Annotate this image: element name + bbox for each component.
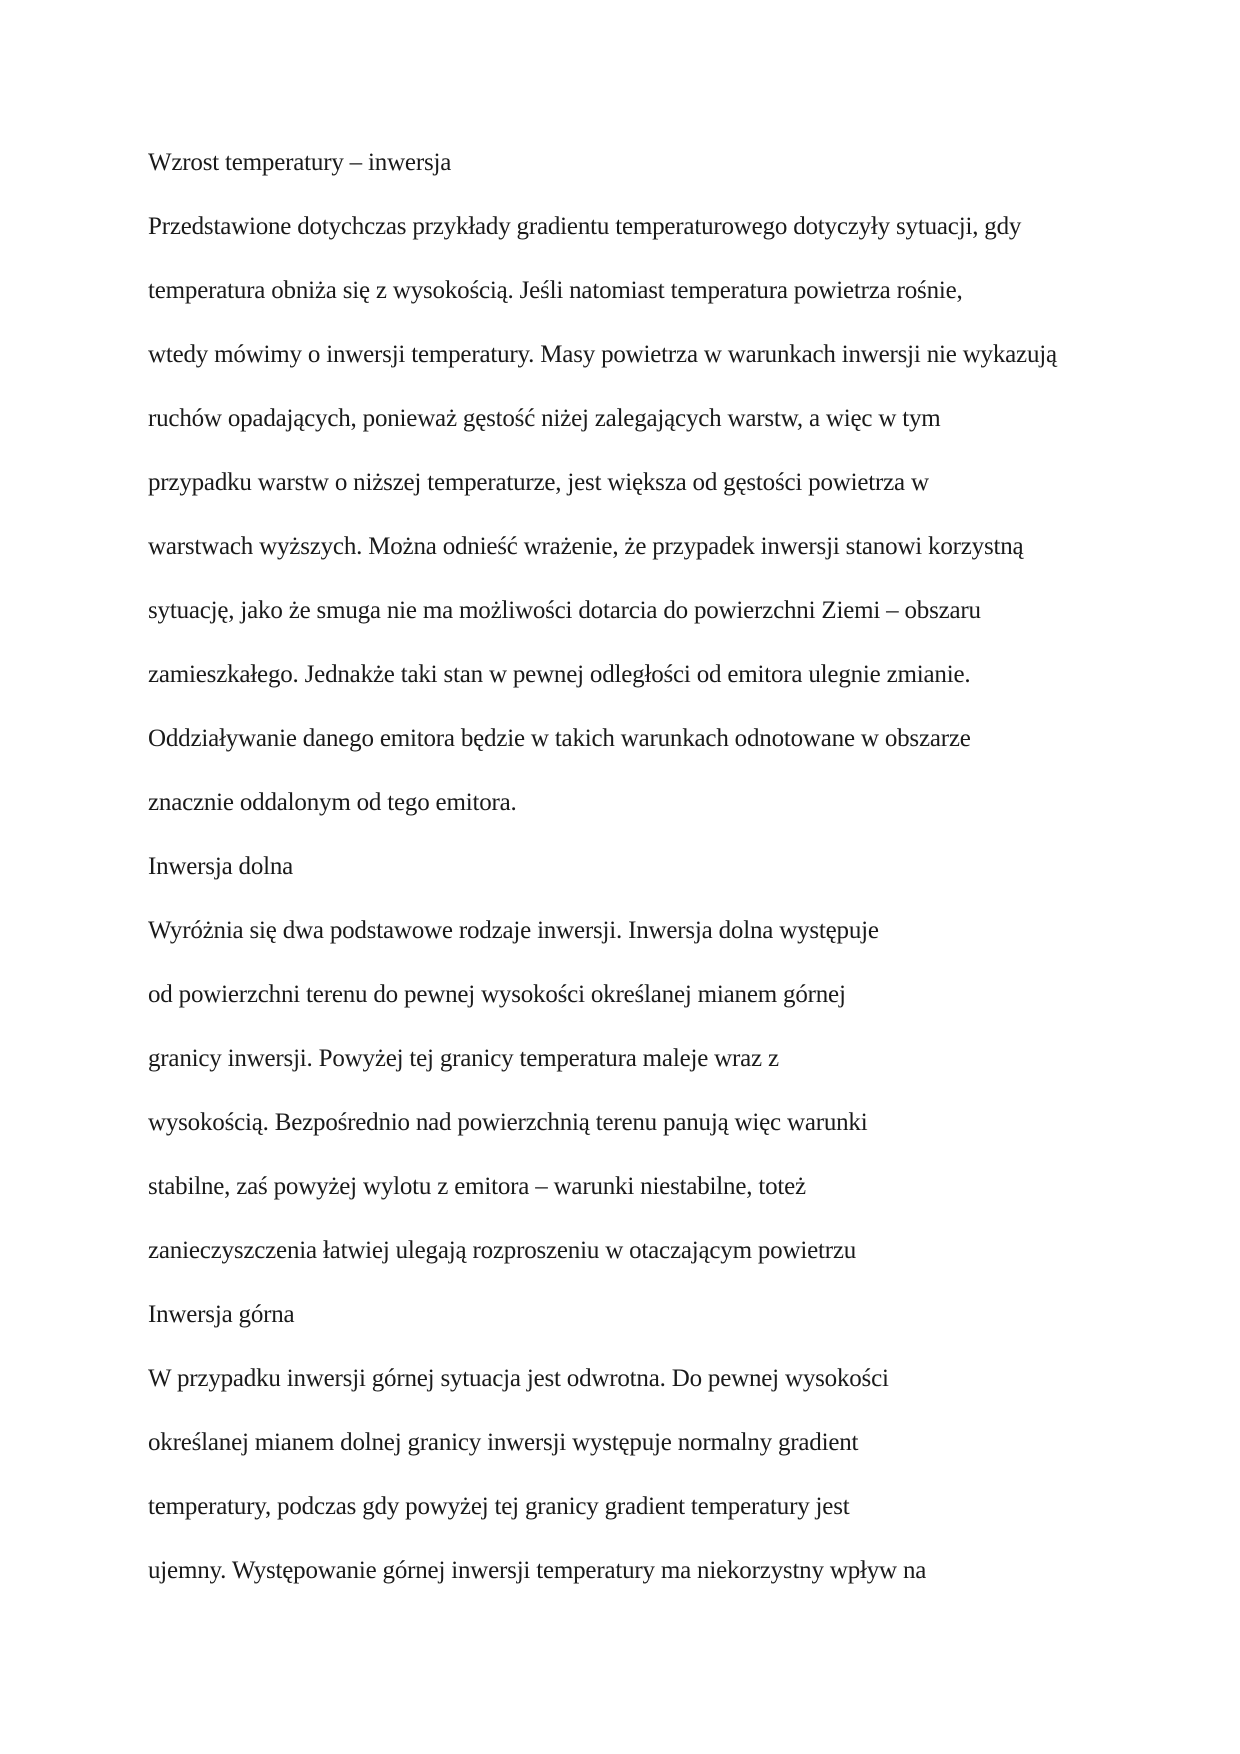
text-line: stabilne, zaś powyżej wylotu z emitora – warunki niestabilne, toteż: [148, 1173, 806, 1200]
text-line: W przypadku inwersji górnej sytuacja jest odwrotna. Do pewnej wysokości: [148, 1365, 889, 1392]
section-title-lower-inversion: Inwersja dolna: [148, 853, 294, 880]
document-body: [148, 143, 1128, 1615]
text-line: warstwach wyższych. Można odnieść wrażenie, że przypadek inwersji stanowi korzystną: [148, 533, 1024, 560]
text-line: Wyróżnia się dwa podstawowe rodzaje inwersji. Inwersja dolna występuje: [148, 917, 879, 944]
text-line: Przedstawione dotychczas przykłady gradientu temperaturowego dotyczyły sytuacji, gdy: [148, 213, 1022, 240]
text-line: określanej mianem dolnej granicy inwersji występuje normalny gradient: [148, 1429, 859, 1456]
text-line: zanieczyszczenia łatwiej ulegają rozproszeniu w otaczającym powietrzu: [148, 1237, 857, 1264]
section-title-upper-inversion: Inwersja górna: [148, 1301, 295, 1328]
text-line: zamieszkałego. Jednakże taki stan w pewnej odległości od emitora ulegnie zmianie.: [148, 661, 971, 688]
section-title-inversion: Wzrost temperatury – inwersja: [148, 149, 452, 176]
text-line: temperatura obniża się z wysokością. Jeśli natomiast temperatura powietrza rośnie,: [148, 277, 963, 304]
text-line: od powierzchni terenu do pewnej wysokości określanej mianem górnej: [148, 981, 846, 1008]
text-line: sytuację, jako że smuga nie ma możliwości dotarcia do powierzchni Ziemi – obszaru: [148, 597, 981, 624]
text-line: granicy inwersji. Powyżej tej granicy temperatura maleje wraz z: [148, 1045, 779, 1072]
text-line: znacznie oddalonym od tego emitora.: [148, 789, 517, 816]
text-line: wysokością. Bezpośrednio nad powierzchnią terenu panują więc warunki: [148, 1109, 868, 1136]
text-line: przypadku warstw o niższej temperaturze, jest większa od gęstości powietrza w: [148, 469, 929, 496]
text-line: ujemny. Występowanie górnej inwersji temperatury ma niekorzystny wpływ na: [148, 1557, 927, 1584]
text-line: temperatury, podczas gdy powyżej tej granicy gradient temperatury jest: [148, 1493, 850, 1520]
text-line: Oddziaływanie danego emitora będzie w takich warunkach odnotowane w obszarze: [148, 725, 971, 752]
text-line: wtedy mówimy o inwersji temperatury. Masy powietrza w warunkach inwersji nie wykazują: [148, 341, 1057, 368]
text-line: ruchów opadających, ponieważ gęstość niżej zalegających warstw, a więc w tym: [148, 405, 941, 432]
